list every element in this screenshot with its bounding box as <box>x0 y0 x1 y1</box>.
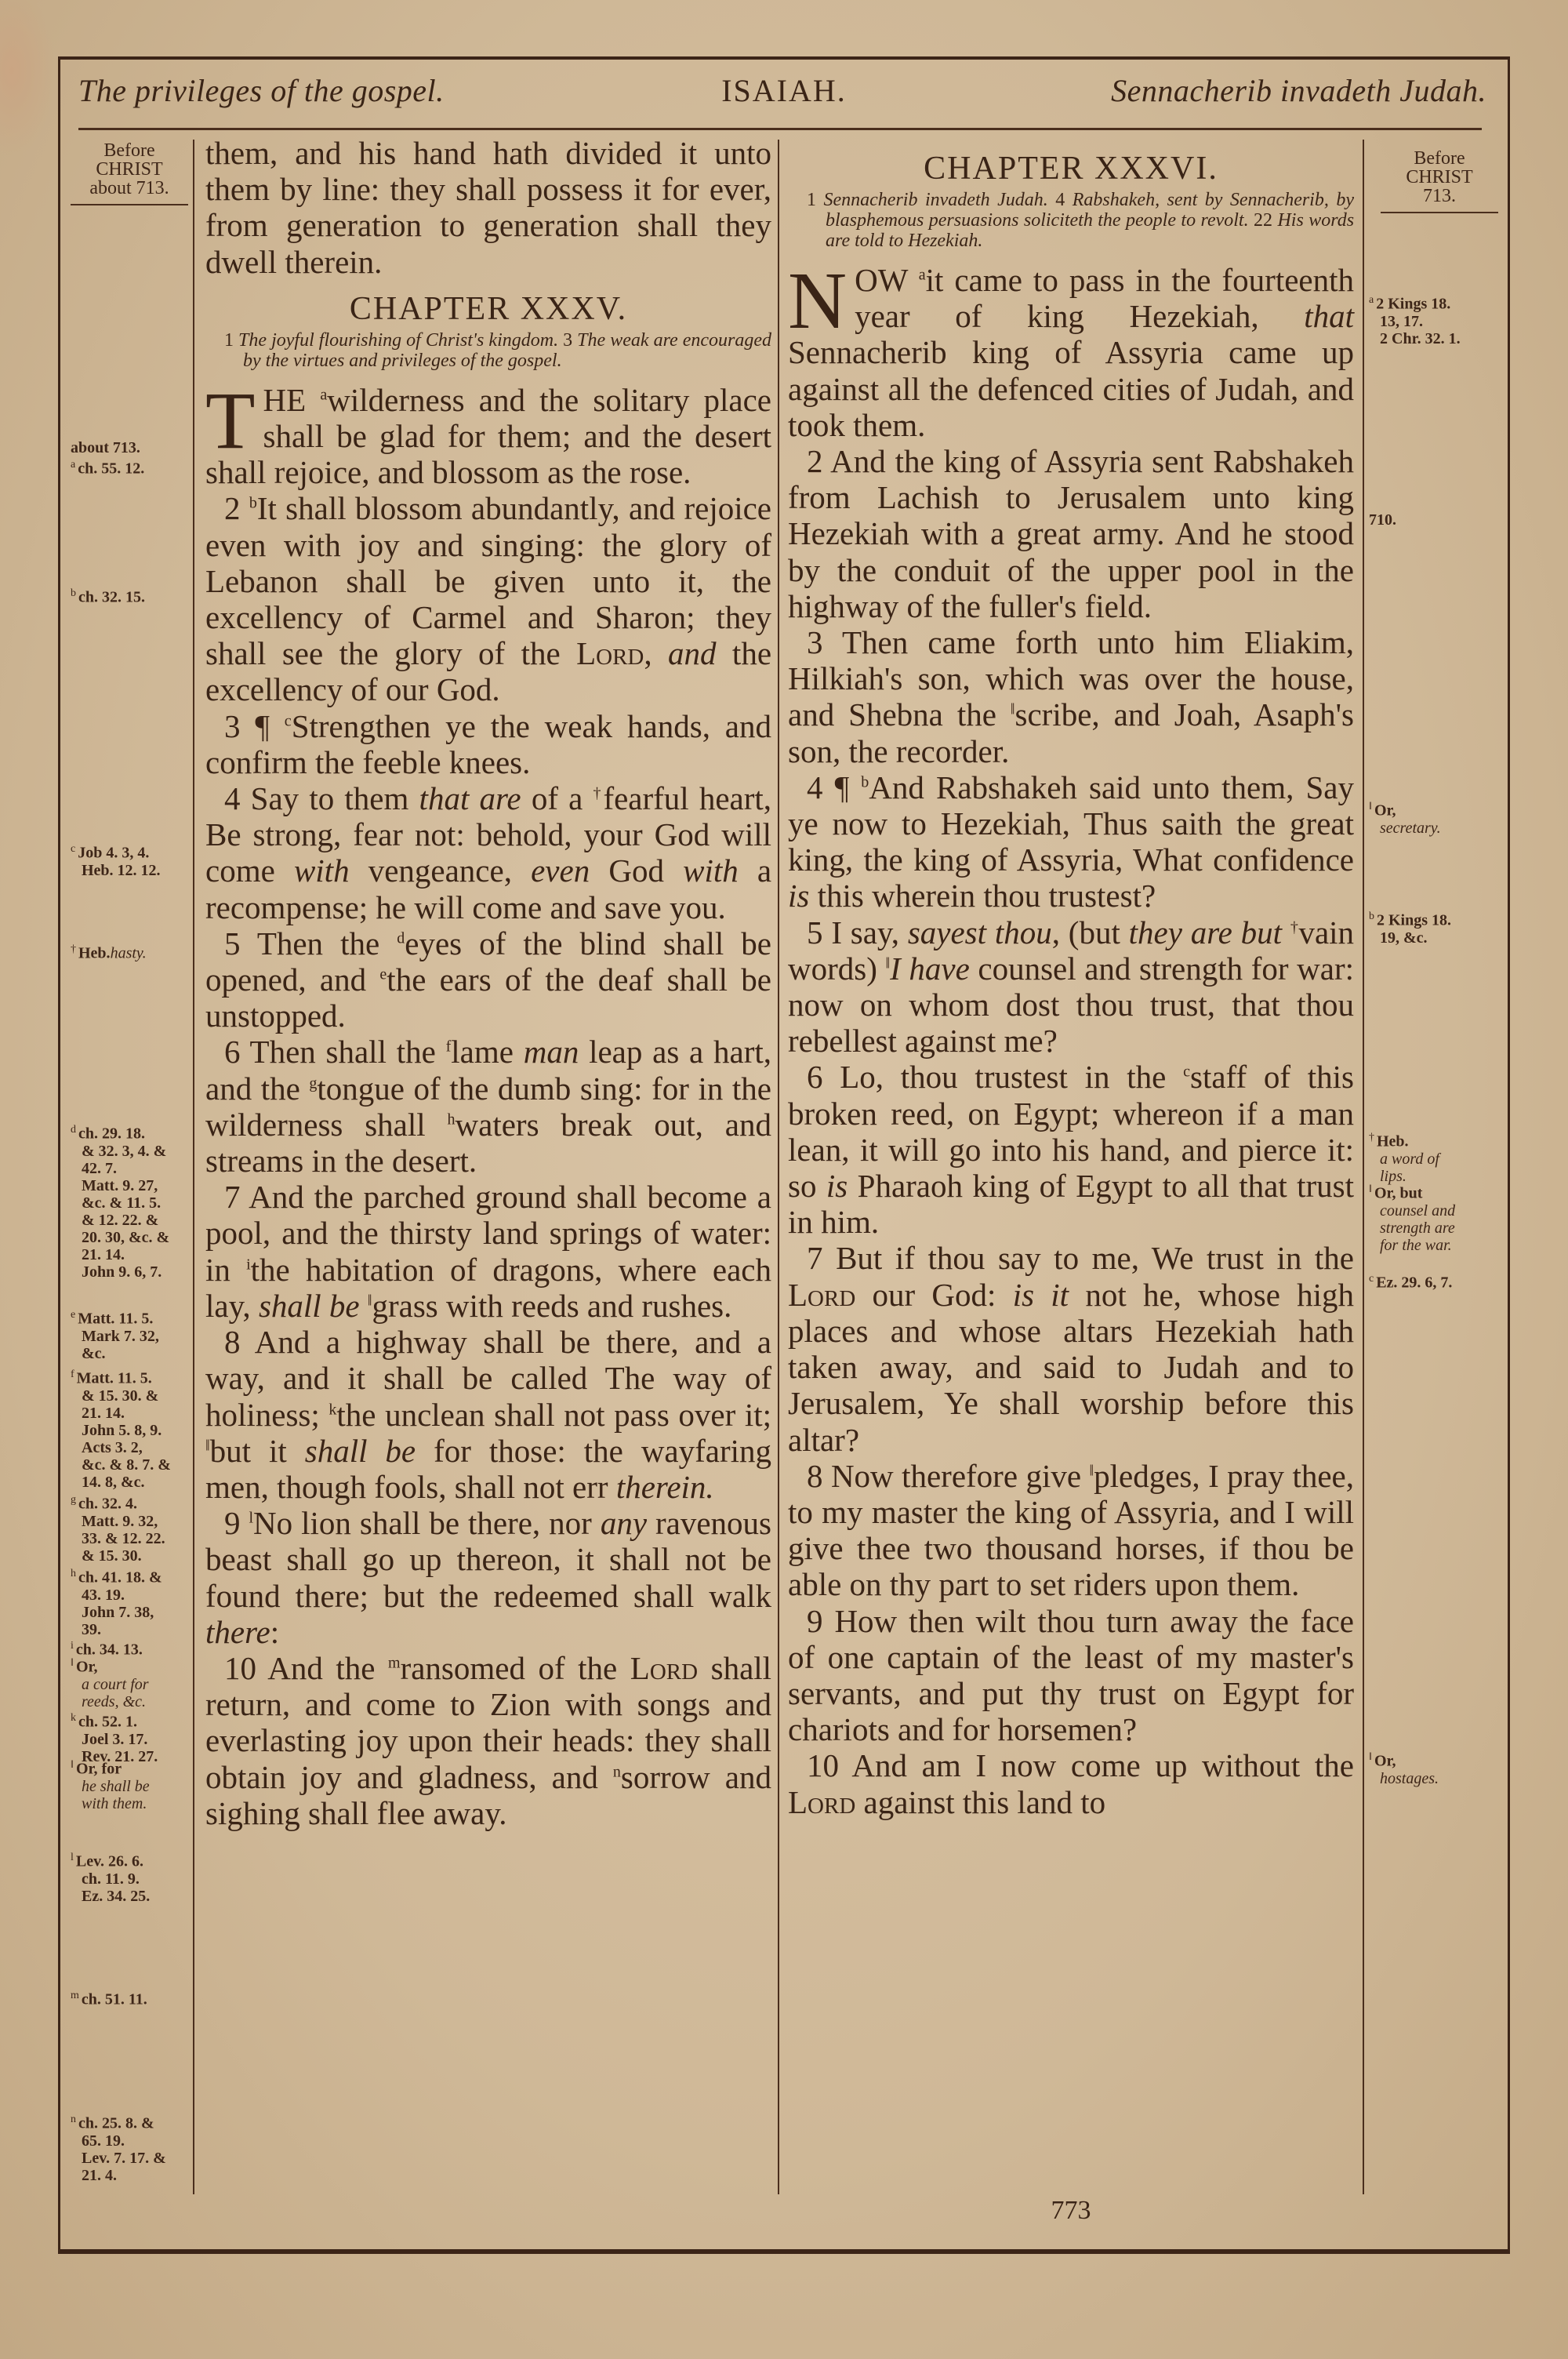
margin-note-line: a court for <box>82 1675 149 1693</box>
margin-note-mark: a <box>71 459 76 471</box>
drop-cap: N <box>788 256 848 346</box>
margin-note-line: & 12. 22. & <box>82 1211 159 1229</box>
margin-note-line: secretary. <box>1380 819 1441 837</box>
margin-note-line: Acts 3. 2, <box>82 1438 143 1456</box>
margin-note-mark: a <box>1369 294 1374 306</box>
chapter-36-title: CHAPTER XXXVI. <box>924 151 1218 187</box>
margin-note-line: 39. <box>82 1620 101 1638</box>
margin-note-line: 20. 30, &c. & <box>82 1228 170 1246</box>
left-margin-note <box>71 585 188 606</box>
left-margin-note <box>71 456 188 478</box>
margin-note-line: $^n$ ch. 25. 8. & <box>71 2114 154 2132</box>
verse-36-4: 4 ¶ $^b$And Rabshakeh said unto them, Say ye now to Hezekiah, Thus saith the great king, the king of Assyria, What confidence is this wherein thou trustest? <box>788 769 1355 914</box>
verse-35-5: 5 Then the $^d$eyes of the blind shall be opened, and $^e$the ears of the deaf shall be unstopped. <box>205 925 771 1034</box>
margin-note-line: † Heb. <box>1369 1132 1409 1150</box>
chapter-35-summary: 1 The joyful flourishing of Christ's kingdom. 3 The weak are encouraged by the virtues and privileges of the gospel. <box>224 329 772 371</box>
margin-note-line: 21. 4. <box>82 2166 117 2184</box>
verse-36-3: 3 Then came forth unto him Eliakim, Hilkiah's son, which was over the house, and Shebna the ‖scribe, and Joah, Asaph's son, the recorder. <box>788 624 1355 769</box>
margin-note-mark: ‖ <box>71 1657 74 1669</box>
center-column-rule <box>778 140 779 2194</box>
margin-note-mark: c <box>71 843 76 855</box>
verse-36-6: 6 Lo, thou trustest in the $^c$staff of this broken reed, on Egypt; whereon if a man lean, it will go into his hand, and pierce it: so is Pharaoh king of Egypt to all that trust in him. <box>788 1059 1355 1241</box>
margin-note-line: Joel 3. 17. <box>82 1730 148 1748</box>
margin-note-line: Rev. 21. 27. <box>82 1747 158 1765</box>
right-margin-rule <box>1363 140 1364 2194</box>
margin-note-mark: ‖ <box>1369 801 1372 812</box>
verse-36-5: 5 I say, sayest thou, (but they are but †vain words) ‖I have counsel and strength for war: now on whom dost thou trust, that thou rebellest against me? <box>788 914 1355 1060</box>
verse-36-1: NOW $^a$it came to pass in the fourteenth year of king Hezekiah, that Sennacherib king of Assyria came up against all the defenced cities of Judah, and took them. <box>788 256 1355 443</box>
margin-note-line: strength are <box>1380 1219 1455 1237</box>
margin-note-line: &c. & 8. 7. & <box>82 1456 171 1474</box>
right-margin-note <box>1369 511 1502 529</box>
margin-note-line: 21. 14. <box>82 1245 125 1263</box>
margin-note-line: 2 Chr. 32. 1. <box>1380 329 1461 347</box>
margin-note-line: $^f$ Matt. 11. 5. <box>71 1369 152 1387</box>
left-margin-note <box>71 841 188 879</box>
margin-note-line: Mark 7. 32, <box>82 1327 159 1345</box>
date-header-line: Before <box>103 140 155 161</box>
margin-note-line: & 15. 30. & <box>82 1387 159 1405</box>
margin-note-line: $^m$ ch. 51. 11. <box>71 1990 147 2008</box>
verse-35-3: 3 ¶ $^c$Strengthen ye the weak hands, and confirm the feeble knees. <box>205 707 771 780</box>
margin-note-line: $^a$ ch. 55. 12. <box>71 459 145 478</box>
margin-note-line: $^h$ ch. 41. 18. & <box>71 1568 162 1587</box>
date-header-line: CHRIST <box>96 159 163 180</box>
header-rule <box>78 128 1482 130</box>
margin-note-line: 14. 8, &c. <box>82 1473 145 1491</box>
margin-note-line: 43. 19. <box>82 1586 125 1604</box>
margin-note-line: &c. <box>82 1344 106 1362</box>
thumb-shadow <box>0 0 55 157</box>
margin-note-line: $^k$ ch. 52. 1. <box>71 1712 137 1731</box>
margin-note-line: 42. 7. <box>82 1159 117 1177</box>
margin-note-line: $^a$ 2 Kings 18. <box>1369 294 1451 313</box>
chapter-35-title: CHAPTER XXXV. <box>349 290 628 327</box>
running-head-book: ISAIAH. <box>721 73 847 108</box>
page-number: 773 <box>1051 2196 1091 2225</box>
margin-note-line: $^e$ Matt. 11. 5. <box>71 1309 154 1328</box>
margin-note-line: $^i$ ch. 34. 13. <box>71 1640 143 1659</box>
margin-note-line: for the war. <box>1380 1236 1452 1254</box>
margin-note-line: &c. & 11. 5. <box>82 1194 162 1212</box>
verse-35-10: 10 And the $^m$ransomed of the Lord shall return, and come to Zion with songs and everlasting joy upon their heads: they shall obtain joy and gladness, and $^n$sorrow and sighing shall flee away. <box>205 1649 772 1831</box>
margin-note-line: ‖ Or, <box>71 1657 98 1676</box>
date-header-line: CHRIST <box>1406 167 1473 187</box>
left-margin-date-header <box>71 141 188 205</box>
running-head-right: Sennacherib invadeth Judah. <box>1111 73 1486 108</box>
margin-note-line: about 713. <box>71 439 140 456</box>
date-header-line: 713. <box>1423 186 1456 206</box>
margin-note-line: Heb. 12. 12. <box>82 861 161 879</box>
verse-35-7: 7 And the parched ground shall become a pool, and the thirsty land springs of water: in $^i$the habitation of dragons, where each lay, shall be ‖grass with reeds and rushes. <box>205 1179 771 1324</box>
margin-note-mark: h <box>71 1568 76 1579</box>
margin-note-line: reeds, &c. <box>82 1692 147 1710</box>
margin-note-line: ‖ Or, for <box>71 1759 122 1778</box>
left-margin-rule <box>193 140 194 2194</box>
left-margin-note <box>71 2111 188 2184</box>
margin-note-mark: m <box>71 1990 79 2001</box>
margin-note-line: John 9. 6, 7. <box>82 1263 162 1281</box>
date-header-line: about 713. <box>89 178 169 198</box>
left-margin-note <box>71 1849 188 1905</box>
margin-note-line: Lev. 7. 17. & <box>82 2149 166 2167</box>
margin-note-mark: c <box>1369 1273 1374 1285</box>
verse-35-6: 6 Then shall the $^f$lame man leap as a hart, and the $^g$tongue of the dumb sing: for in the wilderness shall $^h$waters break out, and streams in the desert. <box>205 1034 772 1180</box>
right-margin-note <box>1369 798 1502 837</box>
margin-note-mark: g <box>71 1494 76 1506</box>
left-margin-note <box>71 1307 188 1362</box>
margin-note-line: 19, &c. <box>1380 929 1428 947</box>
margin-note-line: Matt. 9. 27, <box>82 1176 158 1194</box>
margin-note-line: $^c$ Ez. 29. 6, 7. <box>1369 1273 1453 1292</box>
right-margin-note <box>1369 1181 1502 1254</box>
margin-note-line: hostages. <box>1380 1769 1439 1787</box>
left-margin-note <box>71 1565 188 1638</box>
verse-36-2: 2 And the king of Assyria sent Rabshakeh from Lachish to Jerusalem unto king Hezekiah with a great army. And he stood by the conduit of the upper pool in the highway of the fuller's field. <box>788 443 1354 624</box>
margin-note-mark: ‖ <box>1369 1751 1372 1763</box>
margin-note-line: John 5. 8, 9. <box>82 1421 162 1439</box>
margin-note-line: ‖ Or, but <box>1369 1183 1423 1202</box>
left-margin-note <box>71 439 188 456</box>
margin-note-line: ch. 11. 9. <box>82 1870 140 1888</box>
margin-note-mark: b <box>71 587 76 599</box>
right-margin-note <box>1369 908 1502 947</box>
verse-35-9: 9 $^l$No lion shall be there, nor any ravenous beast shall go up thereon, it shall not be found there; but the redeemed shall walk there: <box>205 1505 772 1650</box>
margin-note-line: $^b$ ch. 32. 15. <box>71 587 145 606</box>
cross-ref-mark: a <box>320 386 328 404</box>
verse-36-10: 10 And am I now come up without the Lord against this land to <box>788 1747 1354 1820</box>
margin-note-line: $^b$ 2 Kings 18. <box>1369 911 1452 929</box>
margin-note-mark: ‖ <box>1369 1183 1372 1195</box>
margin-note-line: lips. <box>1380 1167 1406 1185</box>
margin-note-line: 13, 17. <box>1380 312 1423 330</box>
left-margin-notes <box>71 141 188 205</box>
verse-36-8: 8 Now therefore give ‖pledges, I pray thee, to my master the king of Assyria, and I will give thee two thousand horses, if thou be able on thy part to set riders upon them. <box>788 1457 1354 1603</box>
margin-note-line: with them. <box>82 1794 147 1812</box>
margin-note-line: 65. 19. <box>82 2132 125 2150</box>
margin-note-line: 710. <box>1369 511 1396 529</box>
left-text-column <box>205 135 771 1831</box>
running-head-left: The privileges of the gospel. <box>78 73 445 108</box>
left-margin-note <box>71 1987 188 2008</box>
right-margin-notes <box>1369 149 1510 213</box>
margin-note-line: John 7. 38, <box>82 1603 154 1621</box>
margin-note-line: Ez. 34. 25. <box>82 1887 151 1905</box>
date-header-rule <box>1381 212 1498 213</box>
right-margin-note <box>1369 1129 1502 1185</box>
margin-note-line: $^l$ Lev. 26. 6. <box>71 1852 144 1870</box>
margin-note-line: counsel and <box>1380 1201 1456 1219</box>
verse-35-4: 4 Say to them that are of a †fearful heart, Be strong, fear not: behold, your God will come with vengeance, even God with a recompense; he will come and save you. <box>205 780 772 925</box>
margin-note-line: & 15. 30. <box>82 1547 142 1565</box>
left-margin-note <box>71 1655 188 1710</box>
margin-note-line: he shall be <box>82 1777 150 1795</box>
left-margin-note <box>71 1757 188 1812</box>
drop-cap: T <box>205 375 256 466</box>
verse-36-7: 7 But if thou say to me, We trust in the Lord our God: is it not he, whose high places and whose altars Hezekiah hath taken away, and said to Judah and to Jerusalem, Ye shall worship before this altar? <box>788 1240 1355 1458</box>
margin-note-line: 21. 14. <box>82 1404 125 1422</box>
margin-note-mark: l <box>71 1852 74 1863</box>
right-margin-note <box>1369 292 1502 347</box>
margin-note-mark: b <box>1369 911 1374 922</box>
margin-note-line: & 32. 3, 4. & <box>82 1142 167 1160</box>
margin-note-mark: † <box>71 943 76 955</box>
margin-note-mark: d <box>71 1124 76 1136</box>
margin-note-mark: ‖ <box>71 1759 74 1771</box>
margin-note-mark: e <box>71 1309 76 1321</box>
right-margin-note <box>1369 1270 1502 1292</box>
margin-note-mark: k <box>71 1712 76 1724</box>
margin-note-line: $^d$ ch. 29. 18. <box>71 1124 145 1143</box>
left-margin-note <box>71 1492 188 1565</box>
date-header-rule <box>71 204 188 205</box>
left-margin-note <box>71 941 188 962</box>
margin-note-line: $^c$ Job 4. 3, 4. <box>71 843 150 862</box>
margin-note-line: 33. & 12. 22. <box>82 1529 165 1547</box>
margin-note-line: ‖ Or, <box>1369 801 1396 820</box>
verse-35-2: 2 $^b$It shall blossom abundantly, and rejoice even with joy and singing: the glory of Lebanon shall be given unto it, the excellency of Carmel and Sharon; they shall see the glory of the Lord, and the excellency of our God. <box>205 490 772 708</box>
verse-36-9: 9 How then wilt thou turn away the face of one captain of the least of my master's servants, and put thy trust on Egypt for chariots and for horsemen? <box>788 1602 1354 1748</box>
chapter-36-summary: 1 Sennacherib invadeth Judah. 4 Rabshakeh, sent by Sennacherib, by blasphemous persuasions soliciteth the people to revolt. 22 His words are told to Hezekiah. <box>807 190 1355 251</box>
margin-note-mark: i <box>71 1640 74 1652</box>
verse-35-1: THE $^a$wilderness and the solitary place shall be glad for them; and the desert shall rejoice, and blossom as the rose. <box>205 375 772 491</box>
right-margin-date-header <box>1369 149 1510 213</box>
right-text-column <box>788 135 1354 1820</box>
margin-note-line: ‖ Or, <box>1369 1751 1396 1770</box>
margin-note-mark: f <box>71 1369 74 1380</box>
margin-note-mark: n <box>71 2114 76 2125</box>
margin-note-line: Matt. 9. 32, <box>82 1512 158 1530</box>
left-margin-note <box>71 1121 188 1281</box>
chapter-34-continuation: them, and his hand hath divided it unto them by line: they shall possess it for ever, from generation to generation shall they dwell therein. <box>205 135 771 280</box>
date-header-line: Before <box>1414 148 1465 169</box>
margin-note-mark: † <box>1369 1132 1374 1143</box>
verse-35-8: 8 And a highway shall be there, and a way, and it shall be called The way of holiness; $^k$the unclean shall not pass over it; ‖but it shall be for those: the wayfaring men, though fools, shall not err therein. <box>205 1324 772 1505</box>
margin-note-line: $^g$ ch. 32. 4. <box>71 1494 137 1513</box>
left-margin-note <box>71 1366 188 1491</box>
running-head <box>78 72 1490 119</box>
margin-note-line: a word of <box>1380 1150 1439 1168</box>
margin-note-line: † Heb.hasty. <box>71 943 147 962</box>
right-margin-note <box>1369 1749 1502 1787</box>
